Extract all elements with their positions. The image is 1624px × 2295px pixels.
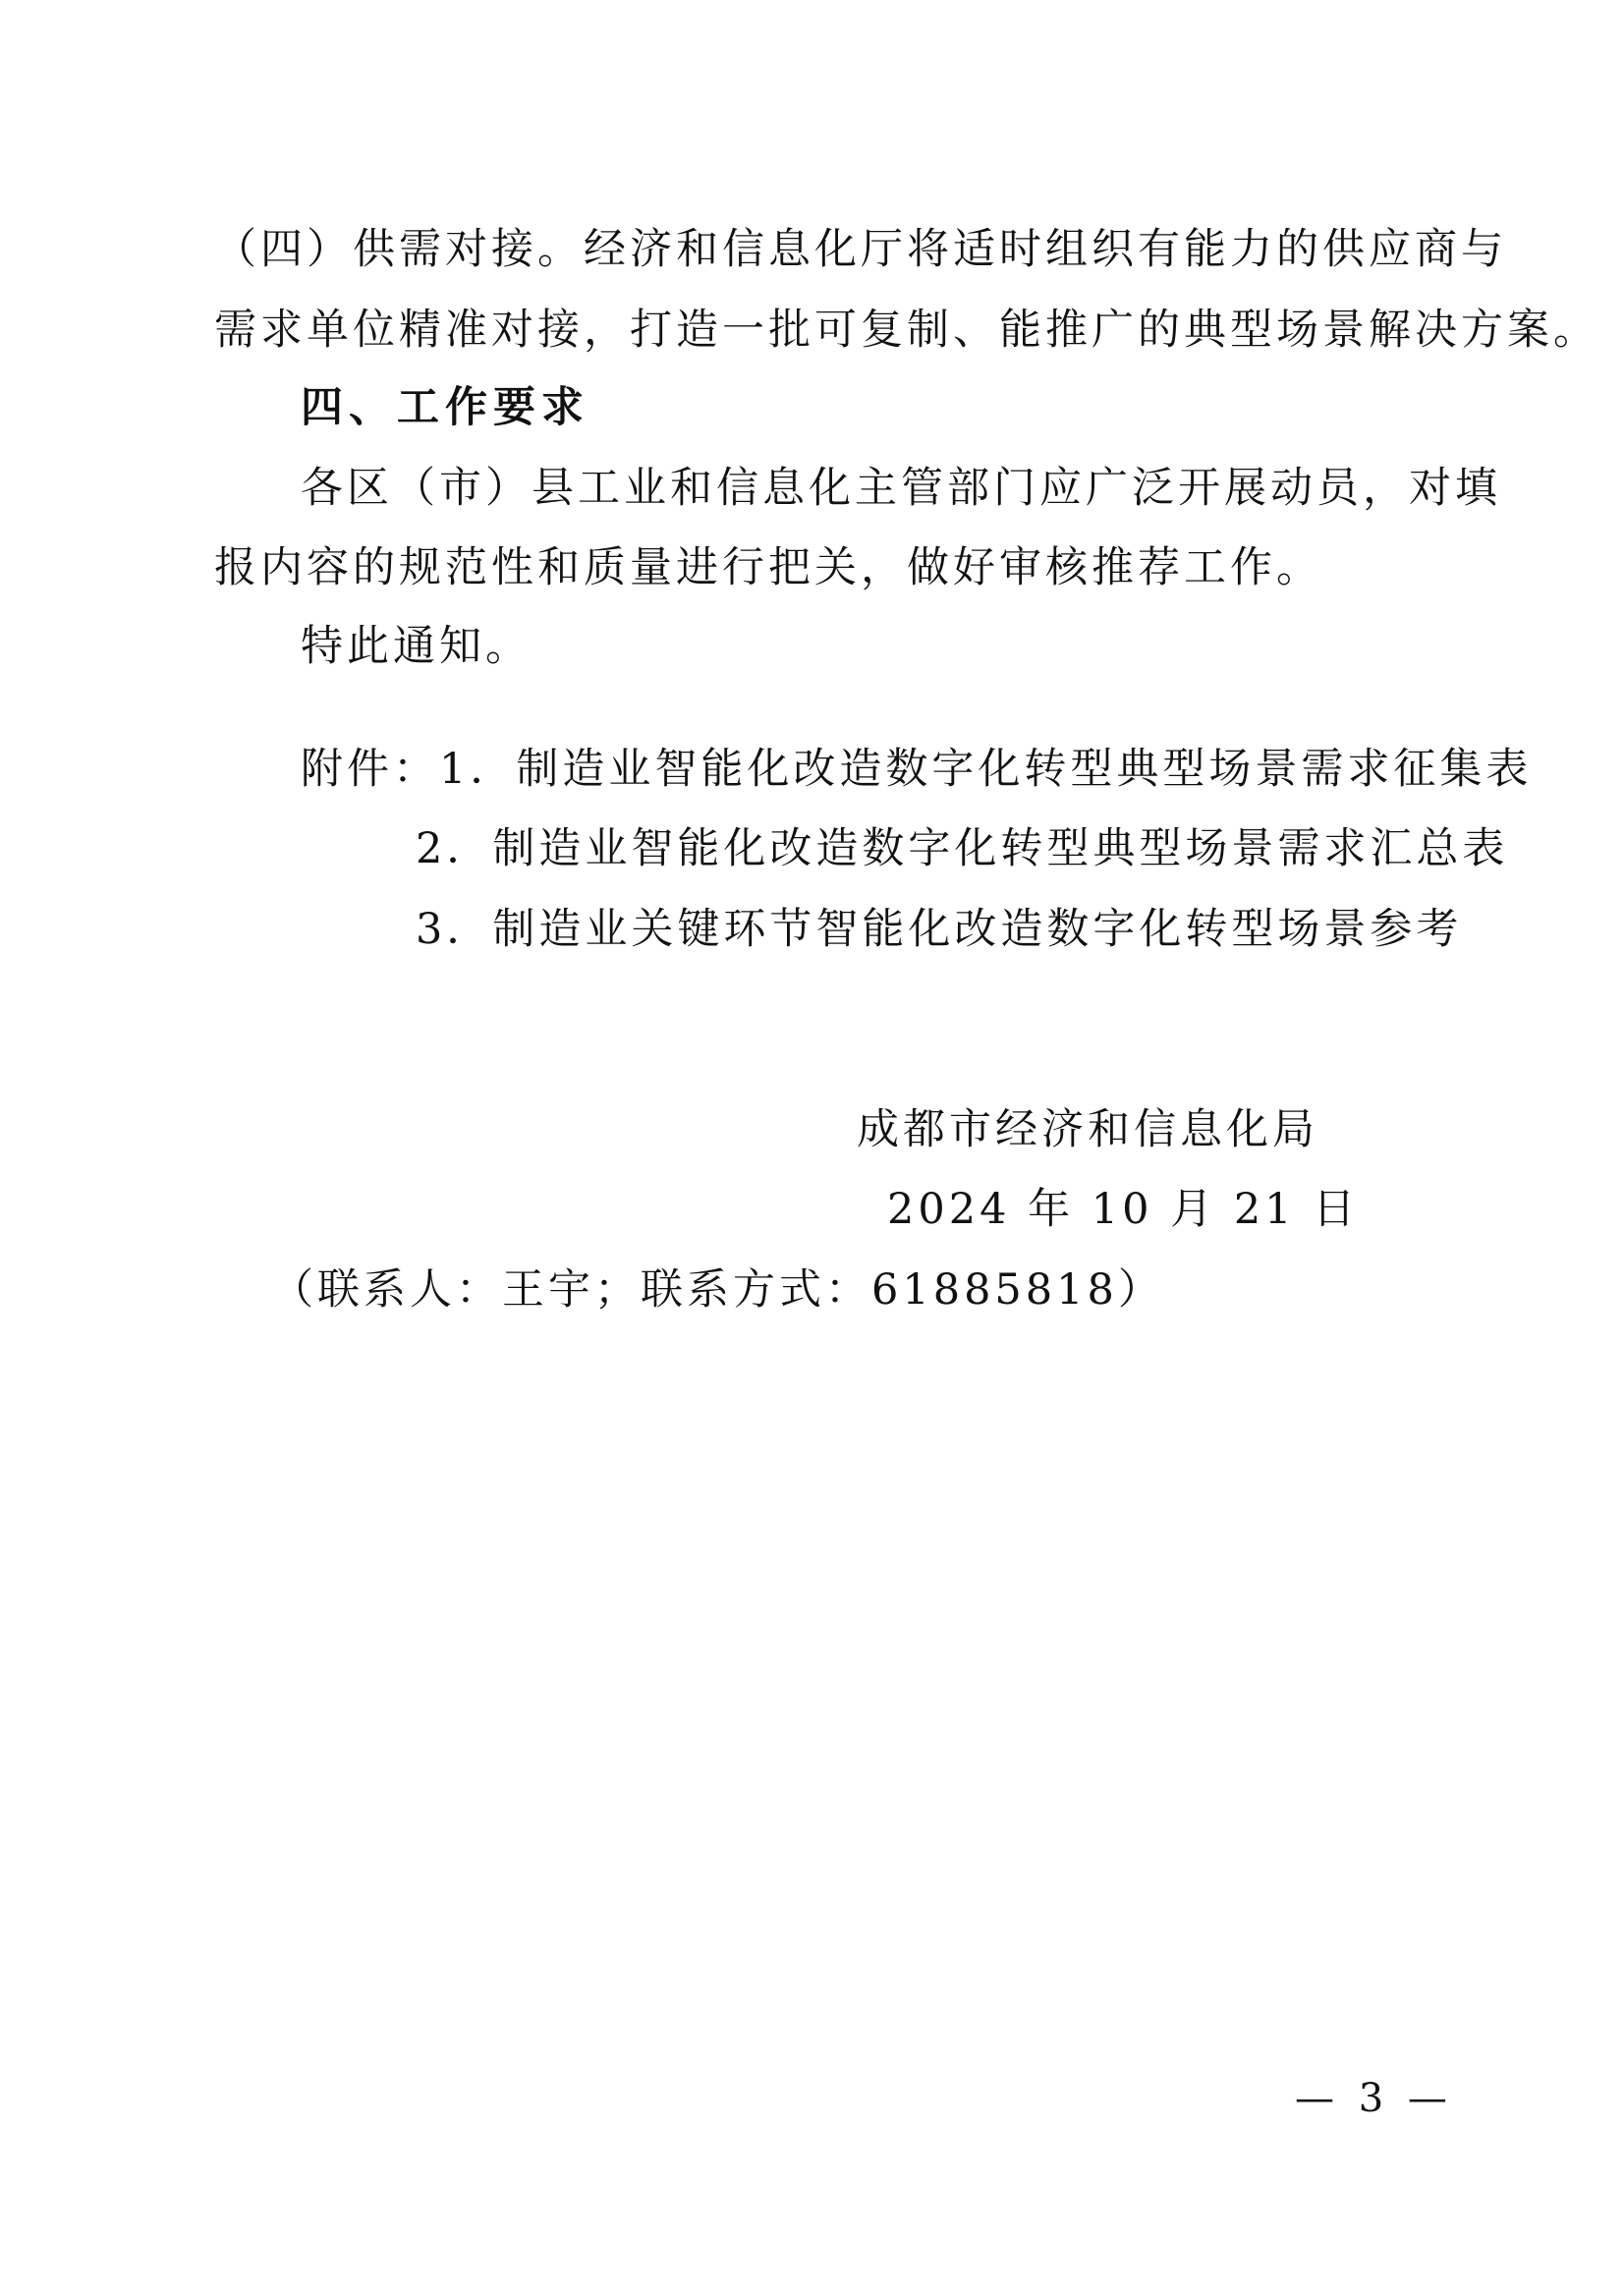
- attachment-item-2: 2．制造业智能化改造数字化转型典型场景需求汇总表: [416, 824, 1509, 873]
- signature-date: 2024 年 10 月 21 日: [887, 1185, 1360, 1234]
- section4-paragraph-line-1: （四）供需对接。经济和信息化厅将适时组织有能力的供应商与: [214, 225, 1507, 274]
- section4-paragraph-line-2: 需求单位精准对接，打造一批可复制、能推广的典型场景解决方案。: [214, 306, 1599, 355]
- signature-organization: 成都市经济和信息化局: [857, 1105, 1318, 1154]
- page-number: — 3 —: [1295, 2076, 1453, 2121]
- requirements-paragraph-line-1: 各区（市）县工业和信息化主管部门应广泛开展动员，对填: [301, 464, 1501, 513]
- requirements-paragraph-line-2: 报内容的规范性和质量进行把关，做好审核推荐工作。: [214, 543, 1322, 592]
- section-heading: 四、工作要求: [301, 383, 589, 432]
- notice-closing: 特此通知。: [301, 622, 532, 671]
- contact-info: （联系人：王宇；联系方式：61885818）: [271, 1265, 1164, 1315]
- attachment-item-3: 3．制造业关键环节智能化改造数字化转型场景参考: [416, 905, 1463, 954]
- attachment-item-1: 附件：1．制造业智能化改造数字化转型典型场景需求征集表: [301, 745, 1533, 794]
